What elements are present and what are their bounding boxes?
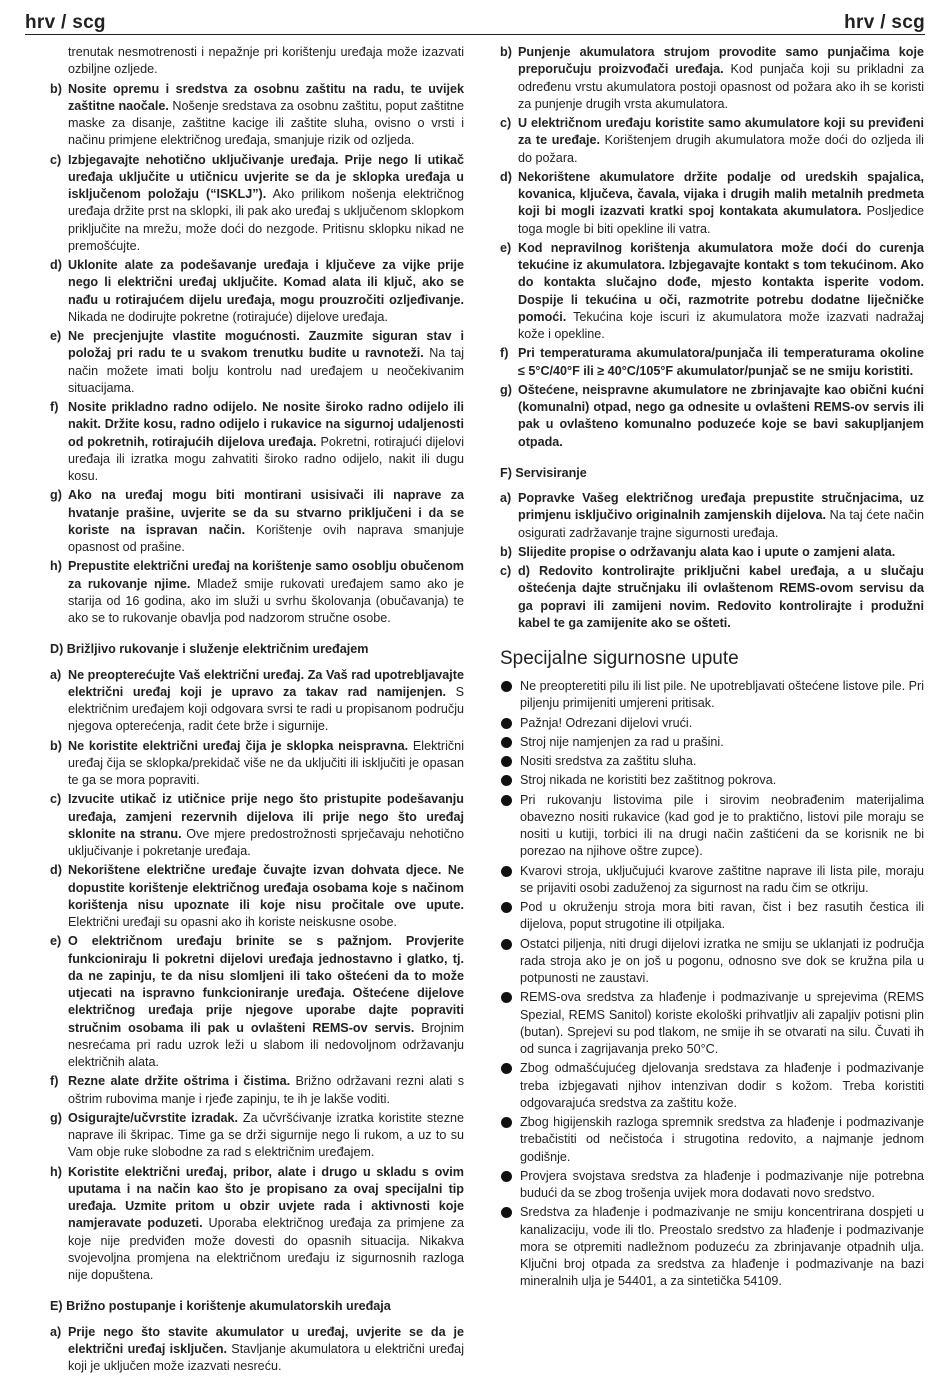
intro-paragraph: trenutak nesmotrenosti i nepažnje pri korištenju uređaja može izazvati ozbiljne ozljede.: [68, 45, 464, 77]
item-bold-text: Osigurajte/učvrstite izradak.: [68, 1110, 239, 1125]
bullet-text: Pažnja! Odrezani dijelovi vrući.: [520, 715, 693, 730]
item-bold-text: Nekorištene električne uređaje čuvajte izvan dohvata djece. Ne dopustite korištenje električnog uređaja osobama koje s načinom korištenja nisu upoznate ili koje nisu pročitale ove upute.: [68, 863, 464, 912]
item-text: Ove mjere predostrožnosti sprječavaju nehotično uključivanje i pokretanje uređaja.: [68, 826, 464, 858]
item-text: Nikada ne dodirujte pokretne (rotirajuće) dijelove uređaja.: [68, 309, 388, 324]
list-item: [50, 487, 464, 556]
item-text: Stavljanje akumulatora u električni uređaj koji je uključen može izazvati nesreću.: [68, 1341, 464, 1373]
list-item: [50, 558, 464, 627]
item-label: a): [500, 491, 512, 505]
bullet-text: Zbog higijenskih razloga spremnik sredstva za hlađenje i podmazivanje trebačistiti od nečistoća i strugotina redovito, a najmanje jednom godišnje.: [520, 1115, 924, 1164]
items-list-f: [500, 490, 924, 632]
bullet-item: [500, 863, 924, 898]
item-bold-text: Kod nepravilnog korištenja akumulatora može doći do curenja tekućine iz akumulatora. Izbjegavajte kontakt s tom tekućinom. Ako do kontakta slučajno dođe, mjesto kontakta isperite vodom. Dospije li tekućina u oči, razmotrite potrebu dodatne liječničke pomoći.: [518, 240, 924, 324]
list-item: [50, 738, 464, 790]
list-item: [500, 544, 924, 561]
item-label: c): [50, 152, 62, 167]
item-text: Za učvršćivanje izratka koristite stezne naprave ili škripac. Time ga se drži sigurnije nego li rukom, a uz to su Vam obje ruke slobodne za rad s električnim uređajem.: [68, 1110, 464, 1160]
bullet-dot-icon: [501, 992, 512, 1003]
list-item: [50, 1073, 464, 1108]
item-text: Uporaba električnog uređaja za primjene za koje nije predviđen može dovesti do opasnih situacija. Nikakva svojevoljna promjena na električnom uređaju iz sigurnosnih razloga nije dopuštena.: [68, 1216, 464, 1282]
item-bold-text: Nosite opremu i sredstva za osobnu zaštitu na radu, te uvijek zaštitne naočale.: [68, 81, 464, 113]
list-item: [500, 563, 924, 632]
section-d-heading: D) Brižljivo rukovanje i služenje električnim uređajem: [50, 642, 369, 657]
bullet-dot-icon: [501, 902, 512, 913]
item-label: b): [500, 45, 512, 59]
bullet-item: [500, 1168, 924, 1203]
list-item: [500, 345, 924, 380]
item-label: d): [500, 169, 512, 184]
bullet-list: [500, 678, 924, 1291]
item-bold-text: Ako na uređaj mogu biti montirani usisivači ili naprave za hvatanje prašine, uvjerite se da su stvarno priključeni i da se koriste na ispravan način.: [68, 488, 464, 537]
item-text: Kod punjača koji su prikladni za određenu vrstu akumulatora postoji opasnost od požara ako ih se koristi za punjenje drugih vrsta akumulatora.: [518, 62, 924, 111]
list-item: [50, 1324, 464, 1376]
section-f-heading: F) Servisiranje: [500, 465, 587, 480]
header-language-right: hrv / scg: [844, 12, 925, 33]
item-text: Tekućina koje iscuri iz akumulatora može izazvati nadražaj kože i opekline.: [518, 309, 924, 341]
list-item: [500, 115, 924, 167]
item-label: f): [50, 1074, 59, 1089]
bullet-item: [500, 792, 924, 861]
item-bold-text: Ne precjenjujte vlastite mogućnosti. Zauzmite siguran stav i položaj pri radu te u svakom trenutku budite u ravnoteži.: [68, 329, 464, 361]
right-column: [500, 44, 924, 1293]
item-label: c): [500, 116, 512, 130]
items-list-d: [50, 667, 464, 1285]
list-item: [500, 382, 924, 451]
list-item: [500, 490, 924, 542]
bullet-text: Kvarovi stroja, uključujući kvarove zaštitne naprave ili lista pile, moraju se prijaviti osobi zaduženoj za sigurnost na radu čim se otkriju.: [520, 863, 924, 895]
bullet-dot-icon: [501, 1171, 512, 1182]
items-list-c: [50, 81, 464, 628]
bullet-dot-icon: [501, 775, 512, 786]
list-item: [50, 1164, 464, 1285]
list-item: [50, 81, 464, 150]
item-bold-text: Popravke Vašeg električnog uređaja prepustite stručnjacima, uz primjenu isključivo originalnih zamjenskih dijelova.: [518, 491, 924, 523]
item-bold-text: d) Redovito kontrolirajte priključni kabel uređaja, a u slučaju oštećenja dajte stručnjaku ili ovlaštenom REMS-ovom servisu da ga popravi ili zamijeni novim. Redovito kontrolirajte i produžni kabel te ga zamijenite ako se ošteti.: [518, 564, 924, 630]
section-e-heading: E) Brižno postupanje i korištenje akumulatorskih uređaja: [50, 1299, 391, 1314]
bullet-dot-icon: [501, 1063, 512, 1074]
bullet-text: Ne preopteretiti pilu ili list pile. Ne upotrebljavati oštećene listove pile. Pri piljenju primijeniti umjereni pritisak.: [520, 679, 924, 711]
bullet-item: [500, 989, 924, 1058]
item-bold-text: Izbjegavajte nehotično uključivanje uređaja. Prije nego li utikač uređaja uključite u utičnicu uvjerite se da je sklopka uređaja u isključenom položaju (“ISKLJ”).: [68, 152, 464, 201]
item-text: Korištenje ovih naprava smanjuje opasnost od prašine.: [68, 522, 465, 554]
item-bold-text: Pri temperaturama akumulatora/punjača ili temperaturama okoline ≤ 5°C/40°F ili ≥ 40°C/105°F akumulator/punjač se ne smiju koristiti.: [518, 346, 924, 378]
item-label: d): [50, 863, 62, 878]
item-text: Mladež smije rukovati uređajem samo ako je starija od 16 godina, ako im služi u svrhu školovanja (obučavanja) te ako se to rukovanje obavlja pod nadzorom stručne osobe.: [68, 576, 464, 625]
item-bold-text: Prepustite električni uređaj na korištenje samo osoblju obučenom za rukovanje njime.: [68, 559, 464, 591]
list-item: [50, 328, 464, 397]
item-label: a): [50, 667, 62, 682]
item-text: Korištenjem drugih akumulatora može doći do ozljeda ili do požara.: [518, 133, 924, 165]
items-list-e-cont: [500, 44, 924, 451]
item-label: b): [50, 738, 62, 753]
item-bold-text: O električnom uređaju brinite se s pažnjom. Provjerite funkcioniraju li pokretni dijelovi uređaja jednostavno i glatko, tj. da ne zapinju, te da nisu slomljeni ili tako oštećeni da to može utjecati na ispravno funkcioniranje uređaja. Oštećene dijelove električnog uređaja prije njegove uporabe dajte popraviti stručnim osobama ili pak u ovlašteni REMS-ov servis.: [68, 934, 464, 1035]
item-bold-text: Izvucite utikač iz utičnice prije nego što pristupite podešavanju uređaja, zamjeni rezervnih dijelova ili prije nego što uređaj sklonite na stranu.: [68, 792, 464, 841]
bullet-dot-icon: [501, 939, 512, 950]
item-bold-text: Oštećene, neispravne akumulatore ne zbrinjavajte kao obični kućni (komunalni) otpad, nego ga odnesite u ovlašteni REMS-ov servis ili pak u ovlašteno komunalno poduzeće koje se bavi sakupljanjem otpada.: [518, 382, 924, 449]
item-bold-text: Uklonite alate za podešavanje uređaja i ključeve za vijke prije nego li električni uređaj uključite. Komad alata ili ključ, ako se nađu u rotirajućem dijelu uređaja, mogu prouzročiti ozljeđivanje.: [68, 258, 464, 307]
list-item: [500, 240, 924, 344]
item-text: Na taj ćete način osigurati zadržavanje trajne sigurnosti uređaja.: [518, 508, 924, 540]
item-text: Na taj način možete imati bolju kontrolu nad uređajem u neočekivanim situacijama.: [68, 346, 464, 395]
item-bold-text: Slijedite propise o održavanju alata kao i upute o zamjeni alata.: [518, 544, 896, 559]
bullet-text: Pod u okruženju stroja mora biti ravan, čist i bez rasutih čestica ili dijelova, poput strugotine ili otpiljaka.: [520, 900, 924, 932]
bullet-text: Stroj nije namjenjen za rad u prašini.: [520, 734, 724, 749]
item-label: f): [500, 346, 509, 361]
bullet-item: [500, 772, 924, 789]
item-label: d): [50, 258, 62, 272]
bullet-dot-icon: [501, 1117, 512, 1128]
bullet-dot-icon: [501, 1207, 512, 1218]
item-label: c): [50, 792, 62, 807]
item-bold-text: Ne preopterećujte Vaš električni uređaj. Za Vaš rad upotrebljavajte električni uređaj koji je upravo za takav rad namijenjen.: [68, 667, 464, 699]
bullet-dot-icon: [501, 795, 512, 806]
item-label: b): [50, 81, 62, 96]
bullet-dot-icon: [501, 737, 512, 748]
list-item: [50, 667, 464, 736]
item-bold-text: Rezne alate držite oštrima i čistima.: [68, 1074, 291, 1089]
item-label: e): [50, 934, 62, 949]
item-text: Posljedice toga mogle bi biti opekline ili vatra.: [518, 204, 925, 236]
list-item: [50, 862, 464, 931]
item-label: e): [500, 240, 512, 255]
list-item: [50, 933, 464, 1071]
item-text: Električni uređaji su opasni ako ih koriste neiskusne osobe.: [68, 915, 398, 929]
list-item: [50, 257, 464, 326]
bullet-item: [500, 1060, 924, 1112]
list-item: [50, 791, 464, 860]
bullet-text: Ostatci piljenja, niti drugi dijelovi izratka ne smiju se uklanjati iz područja rada stroja ako je on još u pogonu, odnosno sve dok se kružna pila u potpunosti ne zaustavi.: [520, 936, 924, 986]
item-bold-text: Ne koristite električni uređaj čija je sklopka neispravna.: [68, 738, 409, 753]
item-label: h): [50, 1164, 62, 1179]
item-text: Brižno održavani rezni alati s oštrim rubovima manje i rjeđe zapinju, te ih je lakše voditi.: [68, 1074, 464, 1106]
item-label: g): [50, 1110, 62, 1125]
item-bold-text: Nekorištene akumulatore držite podalje od uredskih spajalica, kovanica, ključeva, čavala, vijaka i drugih malih metalnih predmeta koji bi mogli izazvati kratki spoj kontakata akumulatora.: [518, 169, 924, 219]
item-text: Električni uređaj čija se sklopka/prekidač više ne da uključiti ili isključiti je opasan te ga se mora popraviti.: [68, 738, 464, 787]
bullet-item: [500, 715, 924, 732]
item-label: f): [50, 400, 59, 414]
special-safety-title: Specijalne sigurnosne upute: [500, 648, 739, 669]
item-label: g): [500, 382, 512, 397]
bullet-text: Provjera svojstava sredstva za hlađenje i podmazivanje nije potrebna budući da se zbog trošenja uvijek mora dodavati novo sredstvo.: [520, 1168, 924, 1201]
item-label: c): [500, 564, 512, 578]
left-column: [50, 44, 464, 1377]
bullet-dot-icon: [501, 866, 512, 877]
item-text: Nošenje sredstava za osobnu zaštitu, poput zaštitne maske za disanje, zaštitne kacige ili zaštite sluha, ovisno o vrsti i načinu primjene električnog uređaja, smanjuje rizik od ozljeda.: [68, 98, 464, 148]
bullet-dot-icon: [501, 681, 512, 692]
item-text: S električnim uređajem koji odgovara svrsi te radi u propisanom području njegova opterećenja, radit ćete brže i sigurnije.: [68, 684, 464, 734]
bullet-dot-icon: [501, 756, 512, 767]
header-language-left: hrv / scg: [25, 12, 106, 33]
item-text: Brojnim nesrećama pri radu uzrok leži u slabom ili nedovoljnom održavanju električnih alata.: [68, 1020, 464, 1069]
item-label: b): [500, 544, 512, 559]
bullet-item: [500, 1114, 924, 1166]
bullet-text: Pri rukovanju listovima pile i sirovim neobrađenim materijalima obavezno nositi rukavice (kad god je to praktično, listovi pile moraju se nositi u kutiji, torbici ili na drugi način zaštićeni da se korisnik ne bi porezao na njihove oštre zupce).: [520, 792, 924, 859]
bullet-text: Zbog odmašćujućeg djelovanja sredstava za hlađenje i podmazivanje treba izbjegavati njihov intenzivan dodir s kožom. Treba koristiti odgovarajuća sredstva za zaštitu kože.: [520, 1061, 924, 1110]
list-item: [50, 1110, 464, 1162]
list-item: [500, 169, 924, 238]
page-header: [25, 8, 925, 35]
items-list-e: [50, 1324, 464, 1376]
bullet-item: [500, 899, 924, 934]
item-text: Pokretni, rotirajući dijelovi uređaja ili izratka mogu zahvatiti široko radno odijelo, nakit ili dugu kosu.: [68, 434, 464, 483]
item-label: a): [50, 1324, 62, 1339]
bullet-text: Sredstva za hlađenje i podmazivanje ne smiju koncentrirana dospjeti u kanalizaciju, vode ili tlo. Preostalo sredstvo za hlađenje i podmazivanje mora se otpremiti nadležnom poduzeću za zbrinjavanje otpadnih ulja. Ključni broj otpada za sredstva za hlađenje i podmazivanje na bazi mineralnih ulja je 54401, a za sintetička 54109.: [520, 1205, 924, 1289]
bullet-text: Stroj nikada ne koristiti bez zaštitnog pokrova.: [520, 773, 777, 788]
item-bold-text: Koristite električni uređaj, pribor, alate i drugo u skladu s ovim uputama i na način kao što je propisano za ovaj specijalni tip uređaja. Uzmite pritom u obzir uvjete rada i aktivnosti koje namjeravate poduzeti.: [68, 1164, 464, 1231]
item-bold-text: Prije nego što stavite akumulator u uređaj, uvjerite se da je električni uređaj isključen.: [68, 1324, 464, 1356]
item-text: Ako prilikom nošenja električnog uređaja držite prst na sklopki, ili pak ako uređaj s uključenom sklopkom priključite na mrežu, može doći do nezgode. Pritisnu sklopku nikad ne premošćujte.: [68, 187, 464, 253]
item-label: g): [50, 488, 62, 503]
list-item: [500, 44, 924, 113]
bullet-text: REMS-ova sredstva za hlađenje i podmazivanje u sprejevima (REMS Spezial, REMS Sanitol) koriste ekološki prihvatljiv ali zapaljiv potisni plin (butan). Sprejevi su pod tlakom, ne smije ih se otvarati na silu. Čuvati ih od sunca i zagrijavanja preko 50°C.: [520, 990, 924, 1057]
list-item: [50, 152, 464, 256]
bullet-item: [500, 753, 924, 770]
item-label: e): [50, 329, 62, 343]
item-bold-text: U električnom uređaju koristite samo akumulatore koji su previđeni za te uređaje.: [518, 116, 924, 148]
item-bold-text: Nosite prikladno radno odijelo. Ne nosite široko radno odijelo ili nakit. Držite kosu, radno odijelo i rukavice na sigurnoj udaljenosti od pokretnih, rotirajućih dijelova uređaja.: [68, 400, 464, 449]
bullet-item: [500, 936, 924, 988]
bullet-dot-icon: [501, 718, 512, 729]
item-bold-text: Punjenje akumulatora strujom provodite samo punjačima koje preporučuju proizvođači uređaja.: [518, 45, 924, 77]
bullet-item: [500, 1204, 924, 1290]
list-item: [50, 399, 464, 485]
bullet-item: [500, 678, 924, 713]
item-label: h): [50, 559, 62, 574]
bullet-text: Nositi sredstva za zaštitu sluha.: [520, 754, 697, 769]
bullet-item: [500, 734, 924, 751]
